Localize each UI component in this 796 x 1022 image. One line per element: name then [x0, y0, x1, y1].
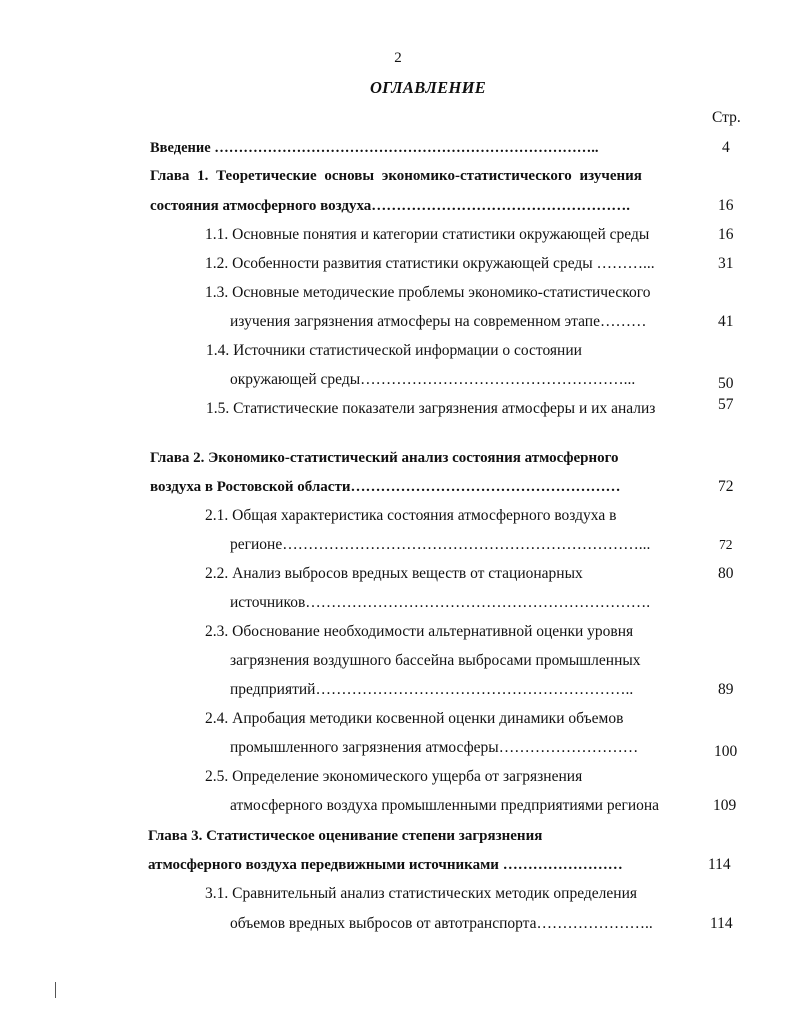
toc-page-section-1-4: 50	[718, 375, 734, 392]
toc-page-chapter-1: 16	[718, 197, 734, 214]
toc-entry-section-1-3[interactable]: 1.3. Основные методические проблемы экономико-статистического	[205, 284, 651, 301]
toc-entry-section-2-1-cont: регионе……………………………………………………………...	[230, 536, 651, 553]
toc-page-section-3-1: 114	[710, 915, 733, 932]
toc-entry-chapter-1-cont: состояния атмосферного воздуха…………………………………………….	[150, 198, 631, 214]
toc-entry-section-1-4-cont: окружающей среды……………………………………………...	[230, 371, 636, 388]
toc-page-section-2-4: 100	[714, 743, 738, 760]
toc-entry-section-3-1[interactable]: 3.1. Сравнительный анализ статистических методик определения	[205, 885, 638, 902]
toc-entry-section-2-2-cont: источников………………………………………………………….	[230, 594, 651, 611]
toc-entry-chapter-3-cont: атмосферного воздуха передвижными источниками ……………………	[148, 857, 623, 873]
toc-entry-section-2-3-cont1: загрязнения воздушного бассейна выбросами промышленных	[230, 652, 641, 669]
toc-page-section-2-5: 109	[713, 797, 737, 814]
toc-page-section-1-1: 16	[718, 226, 734, 243]
toc-page-chapter-2: 72	[718, 478, 734, 495]
page-number: 2	[394, 50, 402, 66]
toc-entry-chapter-2[interactable]: Глава 2. Экономико-статистический анализ состояния атмосферного	[150, 450, 619, 466]
toc-entry-section-3-1-cont: объемов вредных выбросов от автотранспорта…………………..	[230, 915, 653, 932]
toc-page-section-2-2: 80	[718, 565, 734, 582]
toc-entry-section-1-3-cont: изучения загрязнения атмосферы на современном этапе………	[230, 313, 647, 330]
page-column-label: Стр.	[712, 109, 741, 126]
toc-page-section-1-2: 31	[718, 255, 734, 272]
toc-entry-introduction[interactable]: Введение ……………………………………………………………………..	[150, 140, 599, 156]
toc-page-section-1-3: 41	[718, 313, 734, 330]
toc-entry-section-2-4[interactable]: 2.4. Апробация методики косвенной оценки динамики объемов	[205, 710, 624, 727]
toc-entry-chapter-3[interactable]: Глава 3. Статистическое оценивание степени загрязнения	[148, 828, 543, 844]
toc-entry-chapter-1[interactable]: Глава 1. Теоретические основы экономико-статистического изучения	[150, 168, 642, 184]
toc-entry-section-2-3[interactable]: 2.3. Обоснование необходимости альтернативной оценки уровня	[205, 623, 634, 640]
scan-mark	[55, 982, 56, 998]
toc-entry-chapter-2-cont: воздуха в Ростовской области………………………………………………	[150, 479, 621, 495]
toc-page-section-2-1: 72	[719, 537, 733, 552]
toc-page-introduction: 4	[722, 139, 730, 156]
toc-page-section-2-3: 89	[718, 681, 734, 698]
toc-entry-section-1-1[interactable]: 1.1. Основные понятия и категории статистики окружающей среды	[205, 226, 650, 243]
toc-entry-section-1-2[interactable]: 1.2. Особенности развития статистики окружающей среды ………...	[205, 255, 655, 272]
toc-page-section-1-5: 57	[718, 396, 734, 413]
toc-entry-section-2-4-cont: промышленного загрязнения атмосферы………………………	[230, 739, 639, 756]
toc-page-chapter-3: 114	[708, 856, 731, 873]
toc-entry-section-2-3-cont2: предприятий……………………………………………………..	[230, 681, 634, 698]
toc-entry-section-2-1[interactable]: 2.1. Общая характеристика состояния атмосферного воздуха в	[205, 507, 617, 524]
toc-entry-section-2-2[interactable]: 2.2. Анализ выбросов вредных веществ от стационарных	[205, 565, 583, 582]
toc-entry-section-2-5-cont: атмосферного воздуха промышленными предприятиями региона	[230, 797, 660, 814]
toc-entry-section-1-4[interactable]: 1.4. Источники статистической информации о состоянии	[206, 342, 582, 359]
toc-entry-section-1-5[interactable]: 1.5. Статистические показатели загрязнения атмосферы и их анализ	[206, 400, 656, 417]
page-title: ОГЛАВЛЕНИЕ	[369, 78, 487, 97]
toc-entry-section-2-5[interactable]: 2.5. Определение экономического ущерба от загрязнения	[205, 768, 583, 785]
